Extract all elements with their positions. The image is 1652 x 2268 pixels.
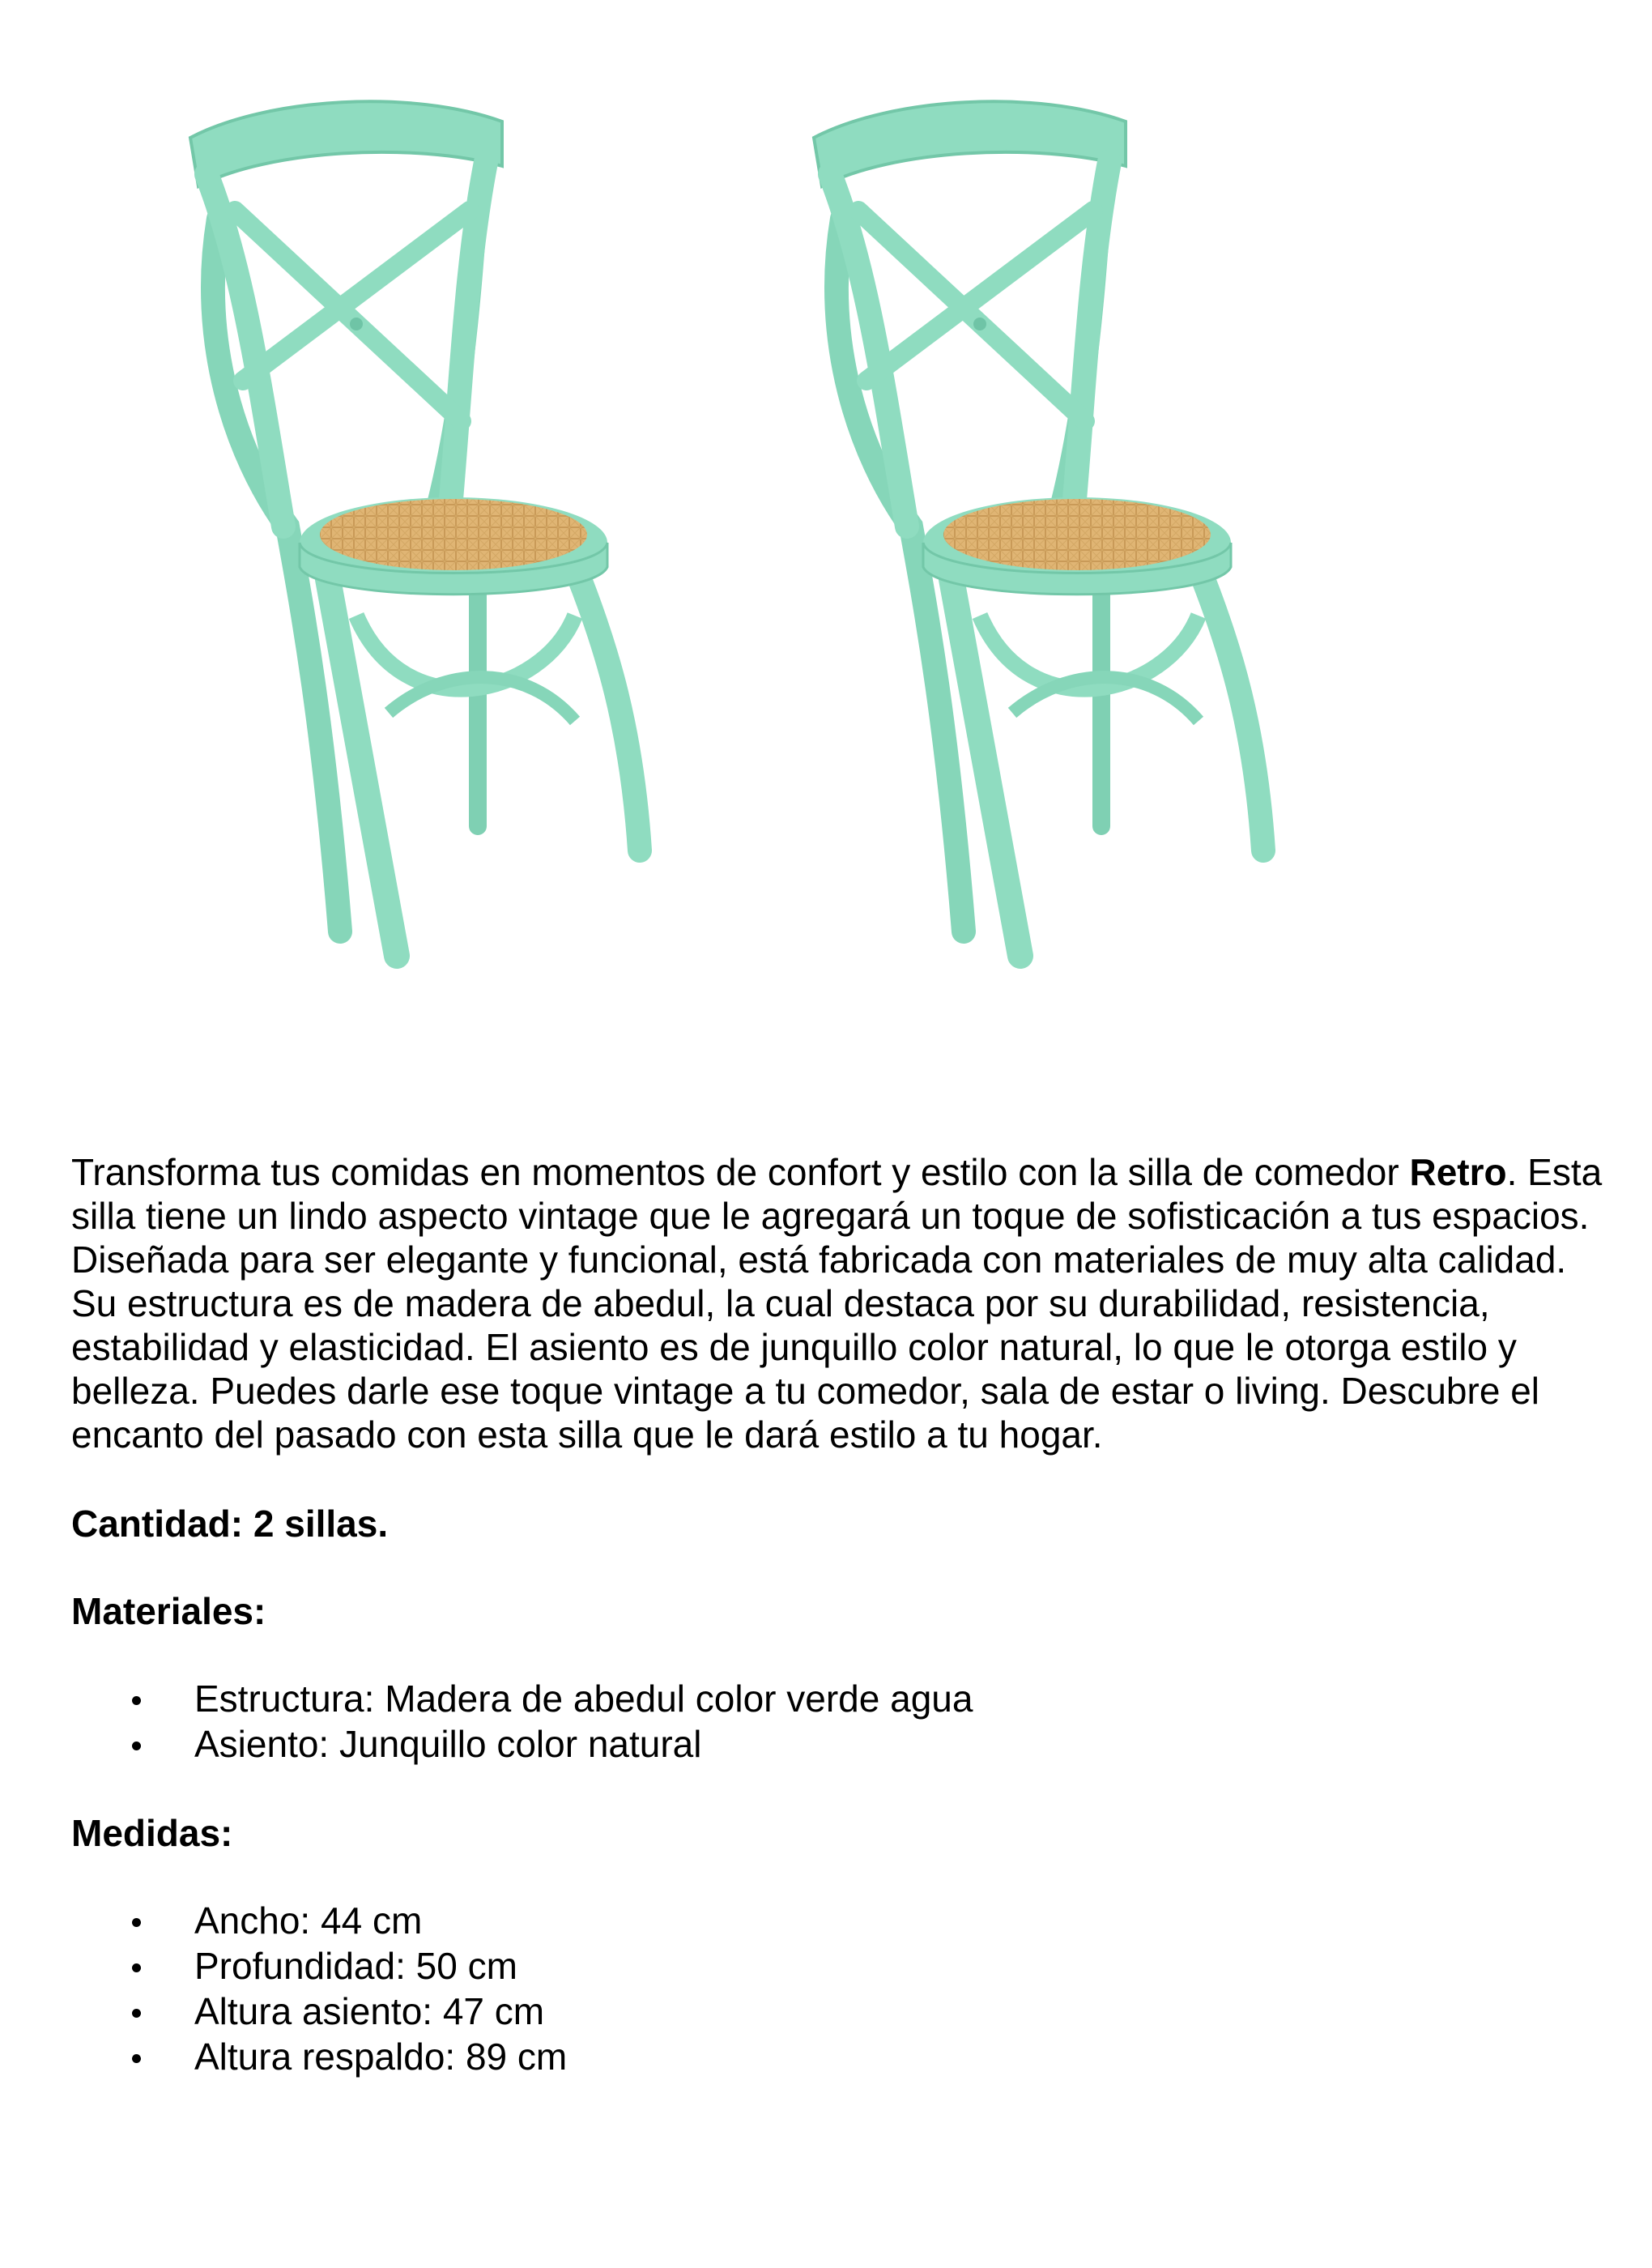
product-description bbox=[71, 1150, 1610, 1456]
list-item: Ancho: 44 cm bbox=[71, 1899, 1610, 1944]
product-details bbox=[71, 1150, 1610, 2080]
chair-image-right bbox=[814, 101, 1263, 956]
quantity: Cantidad: 2 sillas. bbox=[71, 1503, 389, 1545]
bullet-icon bbox=[132, 1918, 141, 1927]
list-item: Estructura: Madera de abedul color verde agua bbox=[71, 1677, 1610, 1722]
description-text-2: . Esta silla tiene un lindo aspecto vintage que le agregará un toque de sofisticación a tus espacios. Diseñada para ser elegante y funcional, está fabricada con materiales de muy alta calidad. Su estructura es de madera de abedul, la cual destaca por su durabilidad, resistencia, estabilidad y elasticidad. El asiento es de junquillo color natural, lo que le otorga estilo y belleza. Puedes darle ese toque vintage a tu comedor, sala de estar o living. Descubre el encanto del pasado con esta silla que le dará estilo a tu hogar. bbox=[71, 1151, 1603, 1456]
product-brand: Retro bbox=[1409, 1151, 1507, 1193]
product-photo bbox=[0, 0, 1652, 1085]
list-item: Profundidad: 50 cm bbox=[71, 1944, 1610, 1989]
materials-list bbox=[71, 1677, 1610, 1767]
list-item: Altura asiento: 47 cm bbox=[71, 1989, 1610, 2035]
bullet-icon bbox=[132, 2009, 141, 2018]
measures-list bbox=[71, 1899, 1610, 2080]
list-item: Altura respaldo: 89 cm bbox=[71, 2035, 1610, 2080]
bullet-icon bbox=[132, 1696, 141, 1705]
chair-image-left bbox=[190, 101, 640, 956]
bullet-icon bbox=[132, 1742, 141, 1750]
measures-heading: Medidas: bbox=[71, 1812, 233, 1854]
materials-heading: Materiales: bbox=[71, 1590, 266, 1632]
bullet-icon bbox=[132, 2054, 141, 2063]
description-text-1: Transforma tus comidas en momentos de confort y estilo con la silla de comedor bbox=[71, 1151, 1410, 1193]
bullet-icon bbox=[132, 1963, 141, 1972]
list-item: Asiento: Junquillo color natural bbox=[71, 1722, 1610, 1767]
